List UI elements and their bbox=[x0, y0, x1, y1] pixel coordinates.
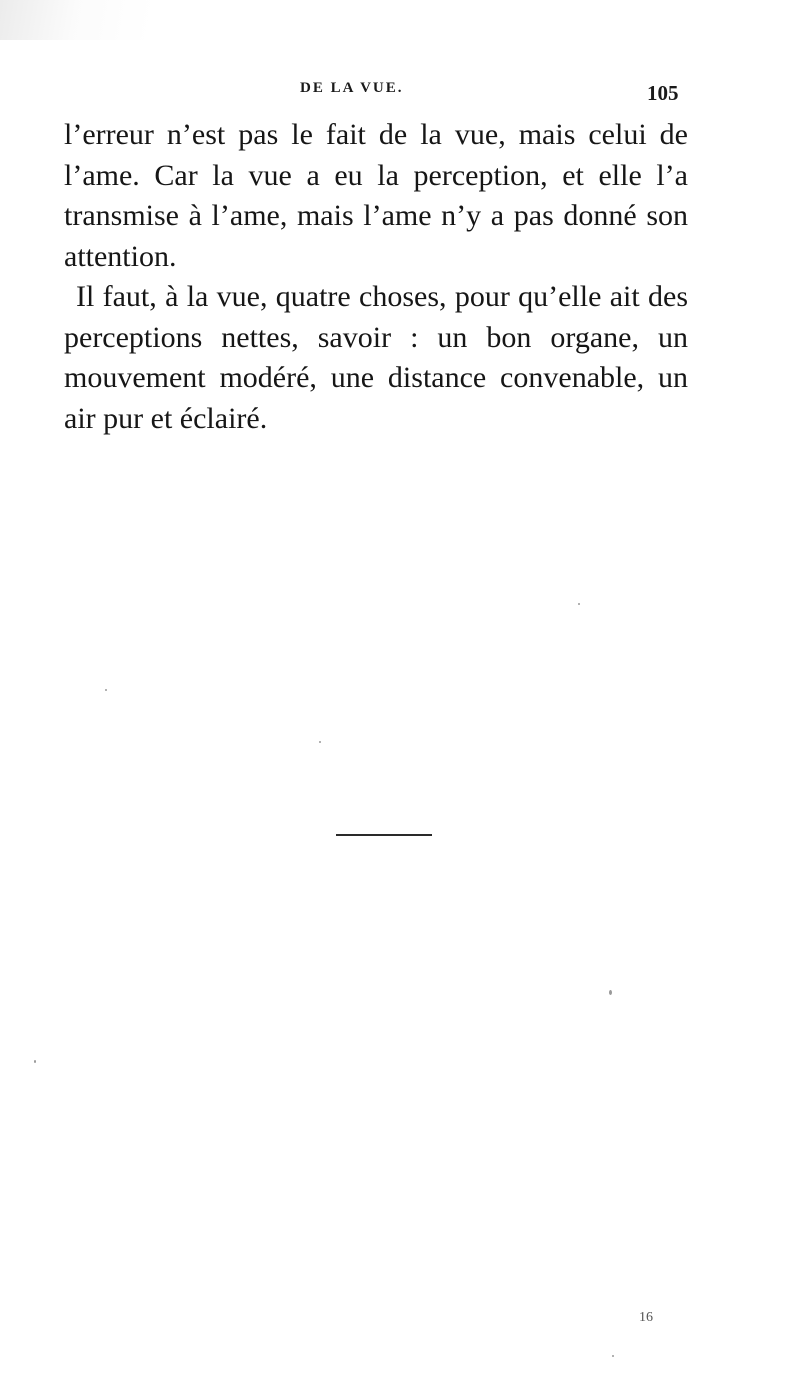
running-title: DE LA VUE. bbox=[300, 80, 404, 96]
scan-speck bbox=[319, 741, 321, 743]
signature-mark: 16 bbox=[639, 1310, 653, 1325]
scan-speck bbox=[612, 1355, 614, 1357]
body-text bbox=[64, 115, 688, 439]
scan-speck bbox=[609, 990, 612, 995]
scan-speck bbox=[34, 1060, 36, 1063]
scan-speck bbox=[105, 689, 107, 691]
scan-speck bbox=[578, 603, 580, 605]
section-end-rule bbox=[336, 834, 432, 836]
scan-shadow bbox=[0, 0, 150, 40]
paragraph-2: Il faut, à la vue, quatre choses, pour qu’elle ait des perceptions nettes, savoir : un bon organe, un mouvement modéré, une distance convenable, un air pur et éclairé. bbox=[64, 280, 688, 435]
paragraph-1: l’erreur n’est pas le fait de la vue, mais celui de l’ame. Car la vue a eu la perception, et elle l’a transmise à l’ame, mais l’ame n’y a pas donné son attention. bbox=[64, 118, 688, 273]
page-number: 105 bbox=[647, 81, 679, 105]
